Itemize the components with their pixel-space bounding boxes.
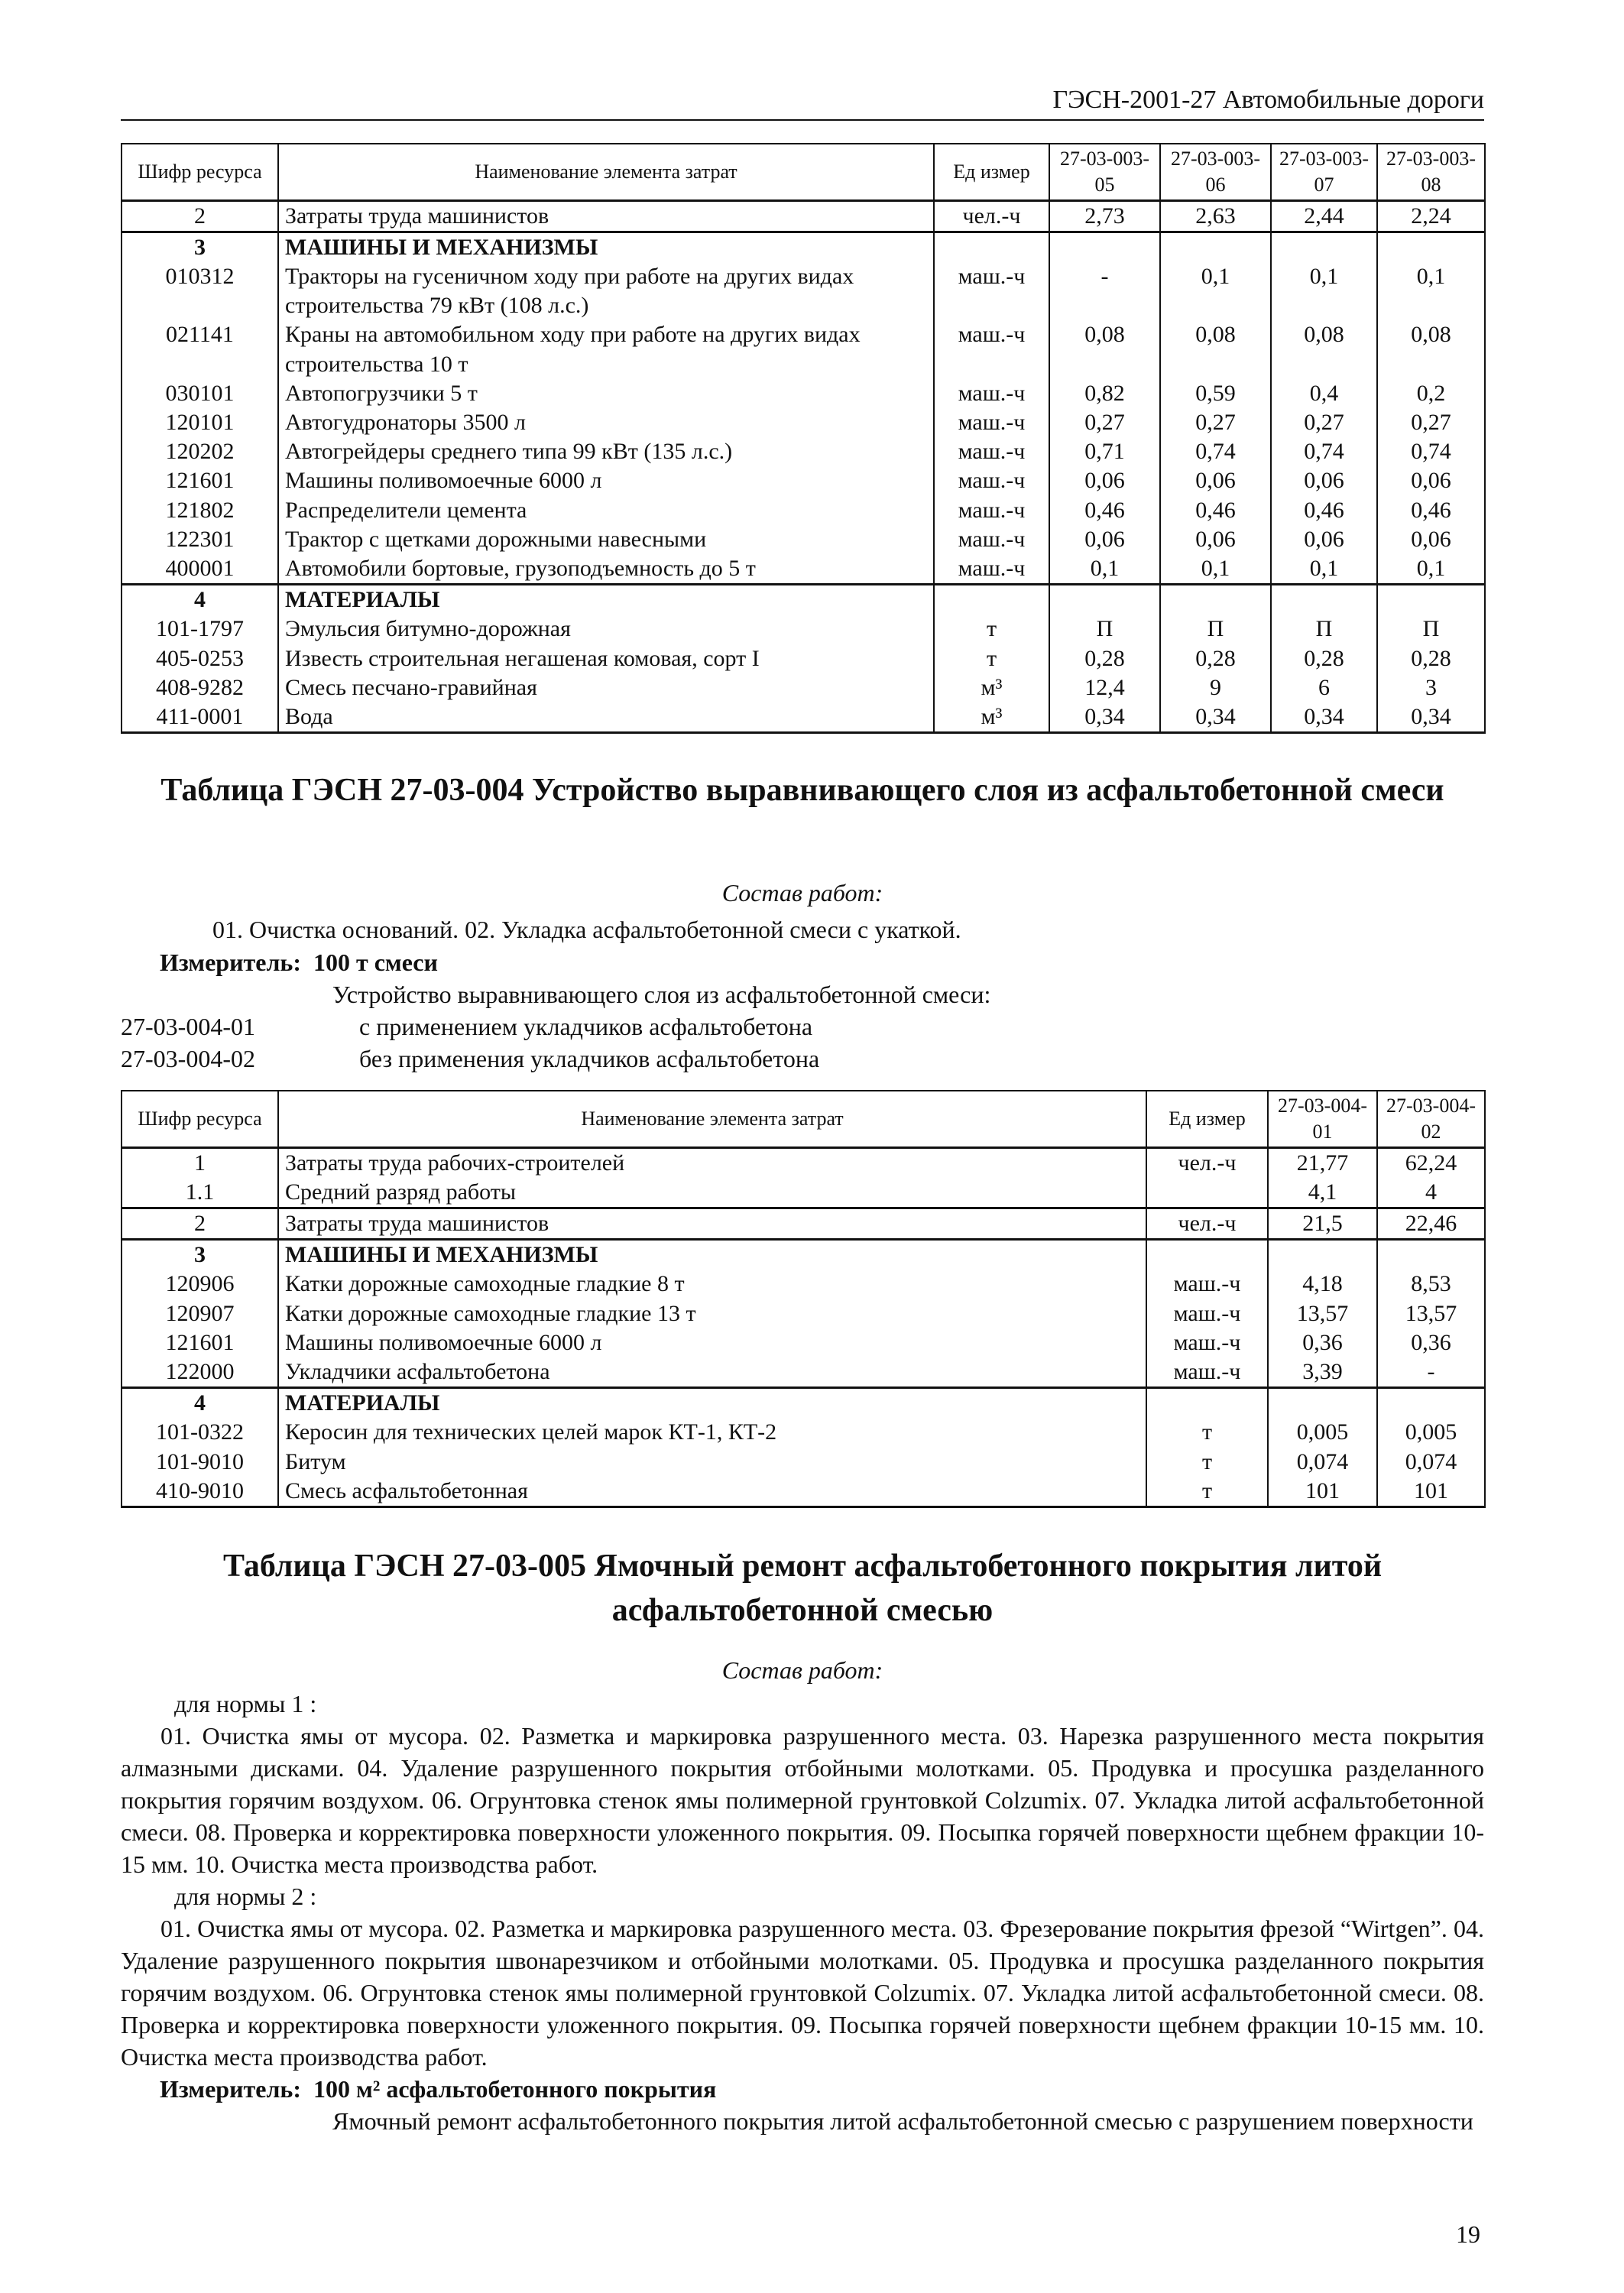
table-cell (1271, 585, 1377, 615)
table-row (122, 232, 1485, 262)
table-cell: маш.-ч (934, 466, 1049, 495)
table-cell: 0,28 (1377, 644, 1485, 673)
table-cell: Катки дорожные самоходные гладкие 8 т (278, 1270, 1146, 1299)
table-cell: 0,06 (1049, 466, 1160, 495)
table-cell: 121601 (122, 466, 278, 495)
table-cell: 120202 (122, 437, 278, 466)
table-cell: 0,06 (1271, 525, 1377, 554)
norm2-text: 01. Очистка ямы от мусора. 02. Разметка и маркировка разрушенного места. 03. Фрезерование покрытия фрезой “Wirtgen”. 04. Удаление разрушенного покрытия швонарезчиком и отбойными молотками. 05. Продувка и просушка разделанного покрытия горячим воздухом. 06. Огрунтовка стенок ямы полимерной грунтовкой Colzumix. 07. Укладка литой асфальтобетонной смеси. 08. Проверка и корректировка поверхности уложенного покрытия. 09. Посыпка горячей поверхности щебнем фракции 10-15 мм. 10. Очистка места производства работ. (121, 1915, 1484, 2071)
table-cell: Известь строительная негашеная комовая, сорт I (278, 644, 934, 673)
table-cell: 410-9010 (122, 1477, 278, 1507)
table-cell: т (934, 644, 1049, 673)
table-cell: 2,73 (1049, 200, 1160, 232)
table-cell: 411-0001 (122, 702, 278, 733)
table-cell (1271, 232, 1377, 262)
table-cell: 2 (122, 1208, 278, 1239)
table-row (122, 200, 1485, 232)
table-cell: 121802 (122, 496, 278, 525)
description-004: Устройство выравнивающего слоя из асфальтобетонной смеси: (332, 981, 991, 1008)
column-header: Ед измер (934, 144, 1049, 200)
table-cell: 010312 (122, 262, 278, 320)
table-row (122, 525, 1485, 554)
table-cell: 13,57 (1377, 1299, 1485, 1328)
table-cell: 0,27 (1160, 408, 1271, 437)
table-cell: 1.1 (122, 1178, 278, 1208)
table-cell: Эмульсия битумно-дорожная (278, 615, 934, 644)
table-cell: маш.-ч (934, 408, 1049, 437)
table-cell: Керосин для технических целей марок КТ-1, КТ-2 (278, 1418, 1146, 1447)
table-cell: 0,005 (1377, 1418, 1485, 1447)
table-cell: 0,28 (1049, 644, 1160, 673)
table-header-row (122, 144, 1485, 200)
table-cell: 2,24 (1377, 200, 1485, 232)
table-cell: Битум (278, 1448, 1146, 1477)
table-cell: Автогудронаторы 3500 л (278, 408, 934, 437)
table-cell: 0,46 (1271, 496, 1377, 525)
table-cell: 0,34 (1271, 702, 1377, 733)
table-cell: 4,18 (1268, 1270, 1377, 1299)
table-cell: маш.-ч (1146, 1299, 1268, 1328)
table-cell: 0,1 (1377, 554, 1485, 585)
table-cell: 0,06 (1160, 525, 1271, 554)
table-cell: маш.-ч (934, 437, 1049, 466)
table-cell: 3 (122, 1240, 278, 1270)
table-cell: Катки дорожные самоходные гладкие 13 т (278, 1299, 1146, 1328)
table-cell: 120906 (122, 1270, 278, 1299)
table-cell: 021141 (122, 320, 278, 378)
running-header: ГЭСН-2001-27 Автомобильные дороги (1052, 86, 1484, 114)
column-header: Шифр ресурса (122, 144, 278, 200)
table-cell: м³ (934, 673, 1049, 702)
table-cell: 2 (122, 200, 278, 232)
table-cell: 0,4 (1271, 379, 1377, 408)
resource-table-004 (121, 1090, 1486, 1508)
table-cell: 12,4 (1049, 673, 1160, 702)
table-row (122, 1270, 1485, 1299)
variant-code: 27-03-004-02 (121, 1045, 255, 1072)
table-cell: МАТЕРИАЛЫ (278, 585, 934, 615)
table-cell (1049, 232, 1160, 262)
table-cell: 0,08 (1160, 320, 1271, 378)
table-cell: 122301 (122, 525, 278, 554)
table-cell: 0,59 (1160, 379, 1271, 408)
table-cell: 6 (1271, 673, 1377, 702)
column-header: Наименование элемента затрат (278, 1091, 1146, 1147)
table-cell: 0,08 (1377, 320, 1485, 378)
table-row (122, 437, 1485, 466)
table-cell: 0,06 (1377, 525, 1485, 554)
variant-text: с применением укладчиков асфальтобетона (359, 1013, 813, 1040)
norm2-label: для нормы 2 : (174, 1883, 317, 1910)
table-cell: Средний разряд работы (278, 1178, 1146, 1208)
table-cell: Укладчики асфальтобетона (278, 1357, 1146, 1388)
column-header: 27-03-004-01 (1268, 1091, 1377, 1147)
table-cell: Распределители цемента (278, 496, 934, 525)
column-header: Наименование элемента затрат (278, 144, 934, 200)
table-cell: 0,06 (1049, 525, 1160, 554)
table-cell: чел.-ч (1146, 1208, 1268, 1239)
meter-004 (160, 946, 438, 978)
column-header: 27-03-003-05 (1049, 144, 1160, 200)
section-004-title: Таблица ГЭСН 27-03-004 Устройство выравнивающего слоя из асфальтобетонной смеси (160, 773, 1444, 808)
table-cell: 101-0322 (122, 1418, 278, 1447)
table-cell: 0,46 (1160, 496, 1271, 525)
table-cell: 0,74 (1377, 437, 1485, 466)
table-cell: 0,28 (1271, 644, 1377, 673)
variant-text: без применения укладчиков асфальтобетона (359, 1045, 820, 1072)
table-cell: 120101 (122, 408, 278, 437)
page-number: 19 (1456, 2220, 1480, 2248)
table-row (122, 1299, 1485, 1328)
table-cell: 21,5 (1268, 1208, 1377, 1239)
table-cell (1377, 1240, 1485, 1270)
table-cell: 8,53 (1377, 1270, 1485, 1299)
composition-005 (121, 1688, 1484, 2137)
table-row (122, 554, 1485, 585)
table-cell: 0,074 (1377, 1448, 1485, 1477)
table-cell (1268, 1240, 1377, 1270)
table-cell: 0,28 (1160, 644, 1271, 673)
table-cell: 13,57 (1268, 1299, 1377, 1328)
meter-label: Измеритель: (160, 949, 301, 976)
table-row (122, 1477, 1485, 1507)
table-cell: маш.-ч (934, 496, 1049, 525)
composition-label-004: Состав работ: (721, 879, 883, 906)
table-cell: 0,1 (1377, 262, 1485, 320)
table-cell: 4 (122, 1388, 278, 1419)
table-cell: маш.-ч (1146, 1270, 1268, 1299)
table-cell: 9 (1160, 673, 1271, 702)
table-row (122, 1240, 1485, 1270)
table-cell: т (1146, 1448, 1268, 1477)
table-row (122, 408, 1485, 437)
table-cell: 0,06 (1271, 466, 1377, 495)
table-cell (1268, 1388, 1377, 1419)
table-cell: Автопогрузчики 5 т (278, 379, 934, 408)
table-cell: Смесь асфальтобетонная (278, 1477, 1146, 1507)
table-cell: 3 (122, 232, 278, 262)
table-cell: 0,34 (1049, 702, 1160, 733)
table-cell: 0,46 (1377, 496, 1485, 525)
table-cell: чел.-ч (1146, 1147, 1268, 1178)
table-cell (1146, 1178, 1268, 1208)
table-cell: 3 (1377, 673, 1485, 702)
table-cell (1377, 585, 1485, 615)
table-cell: 0,08 (1049, 320, 1160, 378)
norm1-text: 01. Очистка ямы от мусора. 02. Разметка и маркировка разрушенного места. 03. Нарезка разрушенного места покрытия алмазными дисками. 04. Удаление разрушенного покрытия отбойными молотками. 05. Продувка и просушка разделанного покрытия горячим воздухом. 06. Огрунтовка стенок ямы полимерной грунтовкой Colzumix. 07. Укладка литой асфальтобетонной смеси. 08. Проверка и корректировка поверхности уложенного покрытия. 09. Посыпка горячей поверхности щебнем фракции 10-15 мм. 10. Очистка места производства работ. (121, 1722, 1484, 1878)
table-cell (1160, 585, 1271, 615)
table-cell: маш.-ч (934, 379, 1049, 408)
table-cell: маш.-ч (934, 262, 1049, 320)
table-row (122, 466, 1485, 495)
table-cell: Автогрейдеры среднего типа 99 кВт (135 л.с.) (278, 437, 934, 466)
meter-005 (160, 2073, 1484, 2105)
table-row (122, 1357, 1485, 1388)
table-row (122, 585, 1485, 615)
table-row (122, 1208, 1485, 1239)
table-cell: - (1049, 262, 1160, 320)
table-cell: Краны на автомобильном ходу при работе на других видах строительства 10 т (278, 320, 934, 378)
table-row (122, 1328, 1485, 1357)
column-header: Шифр ресурса (122, 1091, 278, 1147)
table-row (122, 644, 1485, 673)
table-cell (1160, 232, 1271, 262)
column-header: 27-03-003-08 (1377, 144, 1485, 200)
description-005: Ямочный ремонт асфальтобетонного покрытия литой асфальтобетонной смесью с разрушением поверхности (332, 2107, 1473, 2135)
table-cell: 101-9010 (122, 1448, 278, 1477)
table-cell: 122000 (122, 1357, 278, 1388)
table-cell (1146, 1240, 1268, 1270)
table-cell: 0,46 (1049, 496, 1160, 525)
table-cell: 4 (1377, 1178, 1485, 1208)
meter-value: 100 м² асфальтобетонного покрытия (313, 2075, 717, 2103)
table-row (122, 262, 1485, 320)
table-row (122, 320, 1485, 378)
table-cell: 0,74 (1271, 437, 1377, 466)
table-cell: 101 (1377, 1477, 1485, 1507)
column-header: 27-03-004-02 (1377, 1091, 1485, 1147)
table-cell: П (1271, 615, 1377, 644)
table-row (122, 1178, 1485, 1208)
table-cell: 3,39 (1268, 1357, 1377, 1388)
table-cell: 2,44 (1271, 200, 1377, 232)
meter-value: 100 т смеси (313, 949, 438, 976)
table-cell: Затраты труда машинистов (278, 200, 934, 232)
table-cell: 0,1 (1271, 554, 1377, 585)
table-cell: П (1049, 615, 1160, 644)
table-cell: 400001 (122, 554, 278, 585)
table-cell: 22,46 (1377, 1208, 1485, 1239)
table-cell: МАШИНЫ И МЕХАНИЗМЫ (278, 1240, 1146, 1270)
table-row (122, 1448, 1485, 1477)
table-cell (1146, 1388, 1268, 1419)
composition-text-004: 01. Очистка оснований. 02. Укладка асфальтобетонной смеси с укаткой. (212, 916, 961, 943)
table-cell: маш.-ч (1146, 1357, 1268, 1388)
table-cell: 0,71 (1049, 437, 1160, 466)
table-cell: 0,08 (1271, 320, 1377, 378)
table-cell: 0,34 (1377, 702, 1485, 733)
table-row (122, 496, 1485, 525)
table-row (122, 1388, 1485, 1419)
table-cell: 030101 (122, 379, 278, 408)
table-cell: 120907 (122, 1299, 278, 1328)
column-header: Ед измер (1146, 1091, 1268, 1147)
table-cell: МАТЕРИАЛЫ (278, 1388, 1146, 1419)
table-row (122, 615, 1485, 644)
column-header: 27-03-003-06 (1160, 144, 1271, 200)
table-cell: 0,74 (1160, 437, 1271, 466)
table-cell: 0,27 (1377, 408, 1485, 437)
table-cell: 121601 (122, 1328, 278, 1357)
table-cell: т (934, 615, 1049, 644)
table-cell: 0,27 (1049, 408, 1160, 437)
table-cell: 0,074 (1268, 1448, 1377, 1477)
variant-code: 27-03-004-01 (121, 1013, 255, 1040)
table-row (122, 1418, 1485, 1447)
table-cell: Затраты труда машинистов (278, 1208, 1146, 1239)
table-row (122, 702, 1485, 733)
table-row (122, 1147, 1485, 1178)
table-cell: Смесь песчано-гравийная (278, 673, 934, 702)
meter-label: Измеритель: (160, 2075, 301, 2103)
table-cell: т (1146, 1418, 1268, 1447)
table-cell: 2,63 (1160, 200, 1271, 232)
table-cell: 21,77 (1268, 1147, 1377, 1178)
table-cell: 62,24 (1377, 1147, 1485, 1178)
table-cell: 0,34 (1160, 702, 1271, 733)
table-cell: маш.-ч (934, 320, 1049, 378)
table-cell: чел.-ч (934, 200, 1049, 232)
section-005-title: Таблица ГЭСН 27-03-005 Ямочный ремонт асфальтобетонного покрытия литой асфальтобетонной смесью (222, 1549, 1383, 1628)
table-cell (934, 585, 1049, 615)
table-cell: 0,1 (1049, 554, 1160, 585)
table-cell: 101-1797 (122, 615, 278, 644)
table-cell: 0,06 (1377, 466, 1485, 495)
table-cell: 1 (122, 1147, 278, 1178)
table-cell: 0,005 (1268, 1418, 1377, 1447)
table-cell: 0,2 (1377, 379, 1485, 408)
table-cell: - (1377, 1357, 1485, 1388)
table-cell: Машины поливомоечные 6000 л (278, 1328, 1146, 1357)
table-cell: 408-9282 (122, 673, 278, 702)
table-cell: Трактор с щетками дорожными навесными (278, 525, 934, 554)
table-cell: П (1160, 615, 1271, 644)
table-cell: 0,1 (1160, 554, 1271, 585)
column-header: 27-03-003-07 (1271, 144, 1377, 200)
table-cell: 0,82 (1049, 379, 1160, 408)
table-cell: 0,36 (1268, 1328, 1377, 1357)
table-cell: 0,1 (1160, 262, 1271, 320)
table-cell (1049, 585, 1160, 615)
table-header-row (122, 1091, 1485, 1147)
table-cell: 0,36 (1377, 1328, 1485, 1357)
table-cell: 101 (1268, 1477, 1377, 1507)
table-cell (1377, 232, 1485, 262)
table-cell: 4,1 (1268, 1178, 1377, 1208)
table-cell: МАШИНЫ И МЕХАНИЗМЫ (278, 232, 934, 262)
table-cell: маш.-ч (934, 554, 1049, 585)
table-cell: 0,06 (1160, 466, 1271, 495)
table-cell: т (1146, 1477, 1268, 1507)
resource-table-003 (121, 143, 1486, 734)
table-cell: Вода (278, 702, 934, 733)
table-cell: м³ (934, 702, 1049, 733)
table-cell (1377, 1388, 1485, 1419)
table-cell: Тракторы на гусеничном ходу при работе на других видах строительства 79 кВт (108 л.с.) (278, 262, 934, 320)
header-divider (121, 119, 1484, 121)
table-row (122, 673, 1485, 702)
table-cell: 4 (122, 585, 278, 615)
table-cell: 0,1 (1271, 262, 1377, 320)
table-cell: 405-0253 (122, 644, 278, 673)
norm1-label: для нормы 1 : (174, 1690, 317, 1717)
table-cell: маш.-ч (934, 525, 1049, 554)
table-row (122, 379, 1485, 408)
table-cell: 0,27 (1271, 408, 1377, 437)
composition-label-005: Состав работ: (721, 1656, 883, 1684)
table-cell: П (1377, 615, 1485, 644)
table-cell: Автомобили бортовые, грузоподъемность до 5 т (278, 554, 934, 585)
table-cell: Машины поливомоечные 6000 л (278, 466, 934, 495)
table-cell: маш.-ч (1146, 1328, 1268, 1357)
table-cell (934, 232, 1049, 262)
table-cell: Затраты труда рабочих-строителей (278, 1147, 1146, 1178)
